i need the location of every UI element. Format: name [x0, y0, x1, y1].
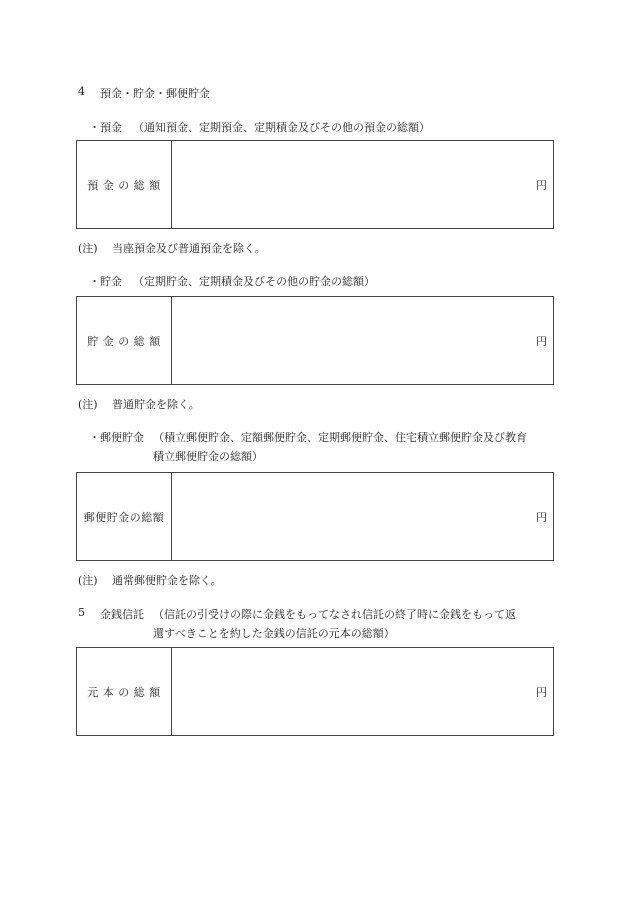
yubin-note-mark: (注) [78, 574, 98, 587]
principal-total-label: 元 本 の 総 額 [87, 685, 161, 699]
table-divider [171, 648, 172, 735]
yubin-note: 通常郵便貯金を除く。 [112, 574, 222, 587]
yokin-total-unit: 円 [536, 178, 547, 192]
yubin-description-line2: 積立郵便貯金の総額） [153, 450, 263, 463]
yubin-total-label: 郵便貯金の総額 [83, 510, 165, 524]
chokin-heading: ・貯金 [89, 275, 122, 288]
section-5-title: 金銭信託 [100, 608, 144, 621]
yokin-total-table [76, 140, 554, 229]
table-divider [171, 141, 172, 228]
chokin-total-label: 貯 金 の 総 額 [87, 334, 161, 348]
table-divider [171, 473, 172, 560]
chokin-total-table [76, 296, 554, 385]
section-4-title: 預金・貯金・郵便貯金 [100, 87, 210, 100]
yubin-heading: ・郵便貯金 [89, 431, 144, 444]
chokin-description: （定期貯金、定期積金及びその他の貯金の総額） [133, 275, 375, 288]
section-5-number: 5 [78, 606, 85, 619]
section-5-description-line2: 還すべきことを約した金銭の信託の元本の総額） [153, 627, 395, 640]
yokin-note-mark: (注) [78, 242, 98, 255]
chokin-note: 普通貯金を除く。 [112, 398, 200, 411]
yubin-total-table [76, 472, 554, 561]
table-divider [171, 297, 172, 384]
chokin-note-mark: (注) [78, 398, 98, 411]
principal-total-table [76, 647, 554, 736]
section-4-number: 4 [78, 85, 85, 98]
yokin-description: （通知預金、定期預金、定期積金及びその他の預金の総額） [133, 121, 430, 134]
section-5-description-line1: （信託の引受けの際に金銭をもってなされ信託の終了時に金銭をもって返 [153, 608, 516, 621]
chokin-total-unit: 円 [536, 334, 547, 348]
yokin-total-label: 預 金 の 総 額 [87, 178, 161, 192]
yubin-description-line1: （積立郵便貯金、定額郵便貯金、定期郵便貯金、住宅積立郵便貯金及び教育 [153, 431, 527, 444]
yubin-total-unit: 円 [536, 510, 547, 524]
yokin-heading: ・預金 [89, 121, 122, 134]
yokin-note: 当座預金及び普通預金を除く。 [112, 242, 266, 255]
principal-total-unit: 円 [536, 685, 547, 699]
